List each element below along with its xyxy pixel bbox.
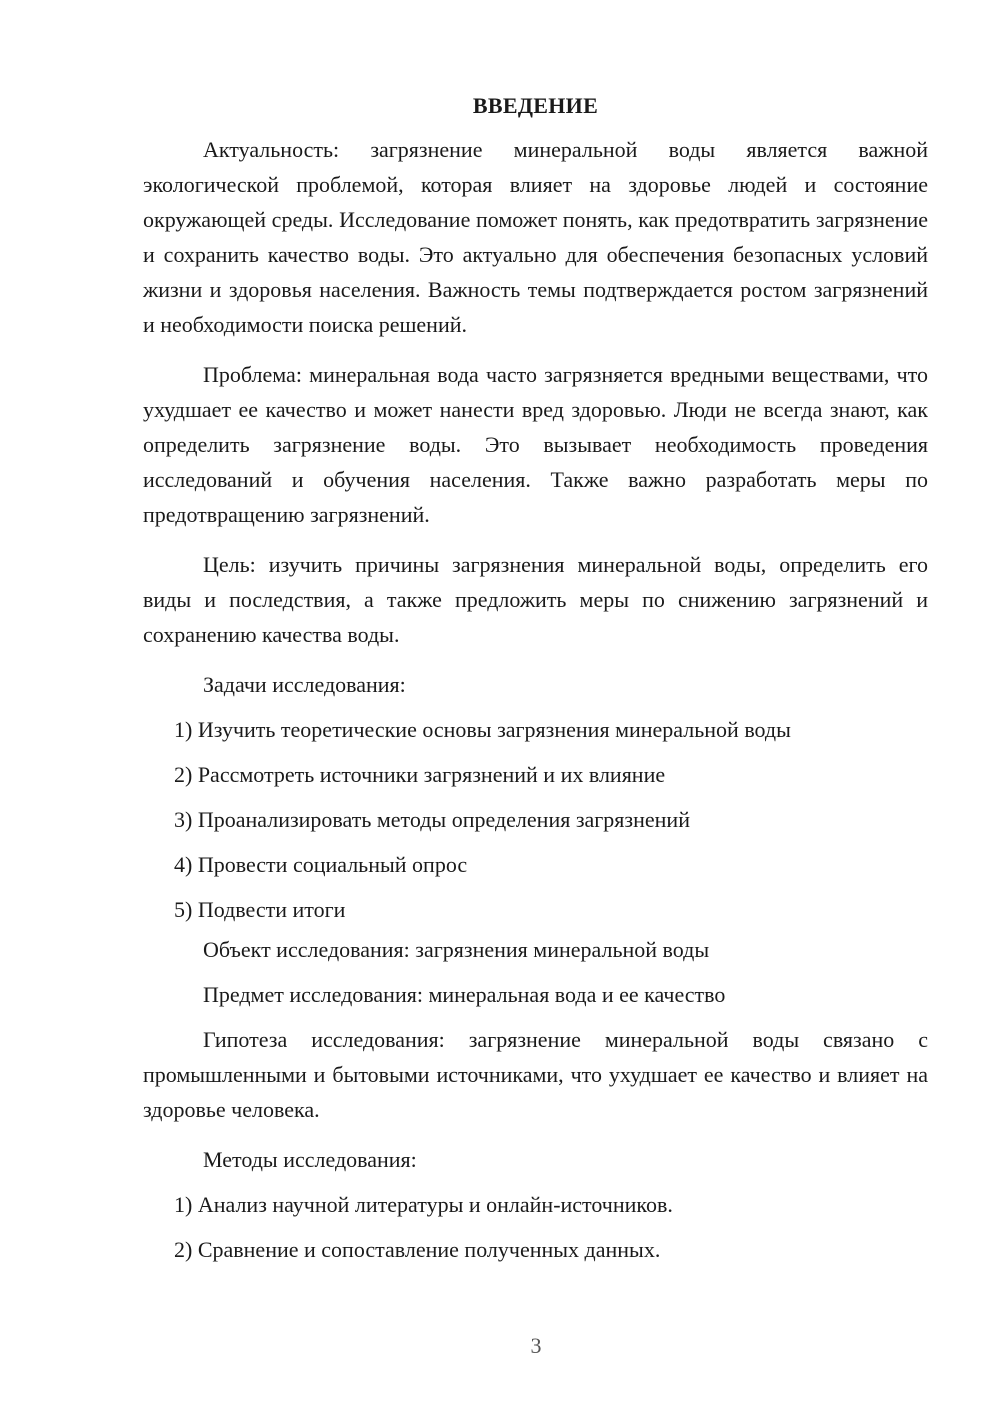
research-object: Объект исследования: загрязнения минеральной воды: [203, 937, 710, 962]
problem-paragraph: Проблема: минеральная вода часто загрязняется вредными веществами, что ухудшает ее качество и может нанести вред здоровью. Люди не всегда знают, как определить загрязнение воды. Это вызывает необходимость проведения исследований и обучения населения. Также важно разработать меры по предотвращению загрязнений.: [143, 362, 928, 527]
hypothesis-paragraph: Гипотеза исследования: загрязнение минеральной воды связано с промышленными и бытовыми источниками, что ухудшает ее качество и влияет на здоровье человека.: [143, 1027, 928, 1122]
method-item: 2) Сравнение и сопоставление полученных данных.: [174, 1237, 661, 1262]
goal-paragraph: Цель: изучить причины загрязнения минеральной воды, определить его виды и последствия, а также предложить меры по снижению загрязнений и сохранению качества воды.: [143, 552, 928, 647]
relevance-paragraph: Актуальность: загрязнение минеральной воды является важной экологической проблемой, которая влияет на здоровье людей и состояние окружающей среды. Исследование поможет понять, как предотвратить загрязнение и сохранить качество воды. Это актуально для обеспечения безопасных условий жизни и здоровья населения. Важность темы подтверждается ростом загрязнений и необходимости поиска решений.: [143, 137, 928, 337]
task-item: 2) Рассмотреть источники загрязнений и их влияние: [174, 762, 666, 787]
document-page: [143, 92, 928, 1277]
method-item: 1) Анализ научной литературы и онлайн-источников.: [174, 1192, 673, 1217]
task-item: 5) Подвести итоги: [174, 897, 346, 922]
page-number: 3: [530, 1333, 542, 1358]
task-item: 4) Провести социальный опрос: [174, 852, 468, 877]
research-subject: Предмет исследования: минеральная вода и ее качество: [203, 982, 726, 1007]
task-item: 1) Изучить теоретические основы загрязнения минеральной воды: [174, 717, 791, 742]
section-title: ВВЕДЕНИЕ: [472, 93, 599, 118]
tasks-heading: Задачи исследования:: [203, 672, 406, 697]
task-item: 3) Проанализировать методы определения загрязнений: [174, 807, 690, 832]
methods-heading: Методы исследования:: [203, 1147, 417, 1172]
